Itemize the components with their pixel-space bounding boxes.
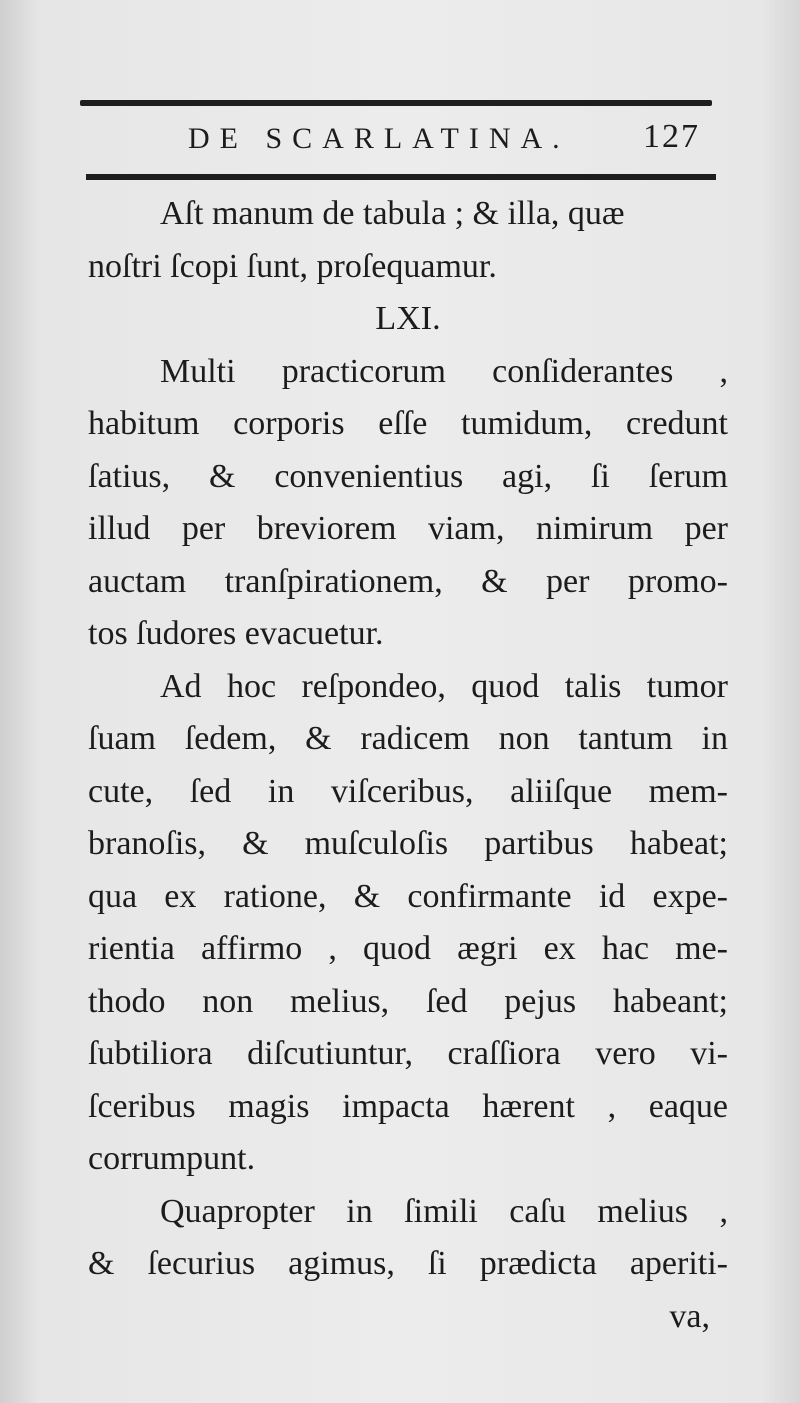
text-line: qua ex ratione, & confirmante id expe-: [88, 877, 728, 915]
header-rule: [86, 174, 716, 180]
text-line: ſatius, & convenientius agi, ſi ſerum: [88, 457, 728, 495]
section-heading: LXI.: [375, 300, 441, 337]
text-line: cute, ſed in viſceribus, aliiſque mem-: [88, 772, 728, 810]
text-line: habitum corporis eſſe tumidum, credunt: [88, 405, 728, 442]
text-line: ſuam ſedem, & radicem non tantum in: [88, 720, 728, 757]
body-text: [88, 188, 728, 1343]
text-line: branoſis, & muſculoſis partibus habeat;: [88, 825, 728, 862]
text-line: thodo non melius, ſed pejus habeant;: [88, 982, 728, 1020]
catchword: va,: [669, 1297, 710, 1335]
text-line: Quapropter in ſimili caſu melius ,: [160, 1192, 728, 1230]
text-line: & ſecurius agimus, ſi prædicta aperiti-: [88, 1245, 728, 1282]
text-line: auctam tranſpirationem, & per promo-: [88, 562, 728, 600]
text-line: Multi practicorum conſiderantes ,: [160, 352, 728, 390]
text-line: rientia affirmo , quod ægri ex hac me-: [88, 930, 728, 967]
running-head: [80, 118, 712, 162]
page-number: 127: [643, 118, 700, 155]
running-title: DE SCARLATINA.: [188, 122, 570, 155]
text-line: corrumpunt.: [88, 1140, 256, 1177]
text-line: ſubtiliora diſcutiuntur, craſſiora vero vi-: [88, 1035, 728, 1072]
text-line: illud per breviorem viam, nimirum per: [88, 510, 728, 547]
text-line: Ad hoc reſpondeo, quod talis tumor: [160, 667, 728, 705]
text-line: tos ſudores evacuetur.: [88, 615, 384, 652]
text-line: Aſt manum de tabula ; & illa, quæ: [160, 195, 625, 232]
top-rule: [80, 100, 712, 106]
text-line: ſceribus magis impacta hærent , eaque: [88, 1087, 728, 1125]
text-line: noſtri ſcopi ſunt, proſequamur.: [88, 247, 497, 285]
